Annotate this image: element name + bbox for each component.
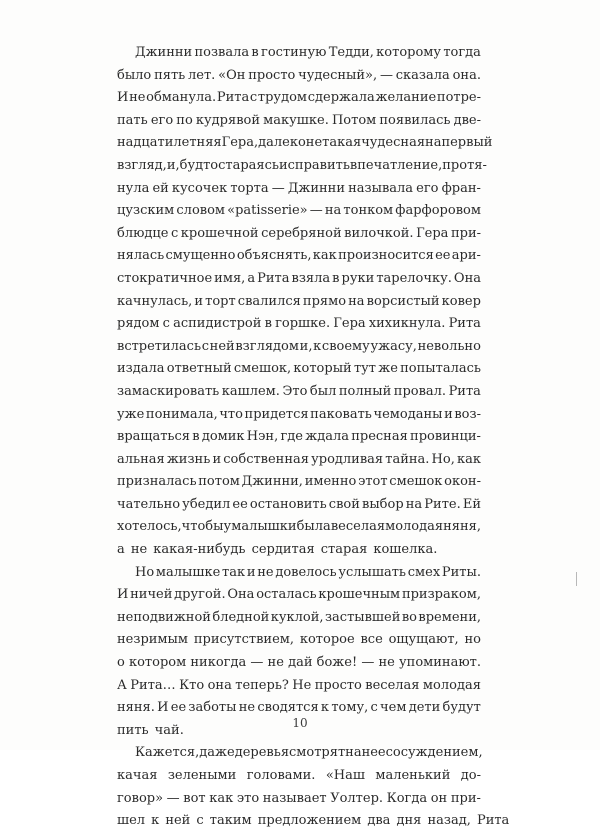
body-text: [117, 42, 510, 833]
text-line: уже понимала, что придется паковать чемоданы и воз-: [117, 406, 481, 422]
text-line: говор» — вот как это называет Уолтер. Когда он при-: [117, 790, 481, 806]
text-line: Но малышке так и не довелось услышать смех Риты.: [135, 564, 481, 580]
text-line: шел к ней с таким предложением два дня назад, Рита: [117, 813, 510, 829]
text-line: альная жизнь и собственная уродливая тайна. Но, как: [117, 451, 481, 467]
text-line: взгляд, и, будто стараясь исправить впечатление, протя-: [117, 157, 487, 173]
text-line: надцатилетняя Гера, далеко не такая чудесная на первый: [117, 135, 493, 151]
text-line: И ничей другой. Она осталась крошечным призраком,: [117, 587, 481, 603]
text-line: цузским словом «patisserie» — на тонком фарфоровом: [117, 203, 481, 219]
text-line: призналась потом Джинни, именно этот смешок окон-: [117, 474, 481, 490]
text-line: нялась смущенно объяснять, как произносится ее ари-: [117, 248, 481, 264]
text-line: чательно убедил ее остановить свой выбор на Рите. Ей: [117, 496, 481, 512]
text-line: нула ей кусочек торта — Джинни называла его фран-: [117, 180, 481, 196]
page-number: 10: [292, 716, 308, 730]
text-line: хотелось, чтобы у малышки была веселая молодая няня,: [117, 519, 481, 535]
text-line: встретилась с ней взглядом и, к своему ужасу, невольно: [117, 338, 481, 354]
text-line: няня. И ее заботы не сводятся к тому, с чем дети будут: [117, 700, 481, 716]
text-line: качая зелеными головами. «Наш маленький до-: [117, 768, 481, 783]
text-line: а не какая-нибудь сердитая старая кошелка.: [117, 542, 438, 558]
text-line: качнулась, и торт свалился прямо на ворсистый ковер: [117, 293, 481, 309]
text-line: незримым присутствием, которое все ощущают, но: [117, 632, 481, 648]
text-line: А Рита… Кто она теперь? Не просто веселая молодая: [117, 677, 481, 693]
text-line: пать его по кудрявой макушке. Потом появилась две-: [117, 112, 481, 128]
text-line: о котором никогда — не дай боже! — не упоминают.: [117, 655, 481, 671]
text-line: было пять лет. «Он просто чудесный», — сказала она.: [117, 67, 481, 83]
text-line: Кажется, даже деревья смотрят на нее с осуждением,: [135, 745, 483, 761]
text-line: пить чай.: [117, 722, 184, 738]
text-line: замаскировать кашлем. Это был полный провал. Рита: [117, 383, 481, 399]
text-line: издала ответный смешок, который тут же попыталась: [117, 361, 481, 377]
text-line: вращаться в домик Нэн, где ждала пресная провинци-: [117, 429, 481, 445]
text-line: стократичное имя, а Рита взяла в руки тарелочку. Она: [117, 270, 481, 286]
scan-artifact-mark: [576, 572, 577, 586]
text-line: И не обманула. Рита с трудом сдержала желание потре-: [117, 90, 481, 106]
text-line: блюдце с крошечной серебряной вилочкой. Гера при-: [117, 225, 481, 241]
text-line: рядом с аспидистрой в горшке. Гера хихикнула. Рита: [117, 316, 481, 332]
text-line: Джинни позвала в гостиную Тедди, которому тогда: [135, 45, 481, 60]
text-line: неподвижной бледной куклой, застывшей во времени,: [117, 609, 481, 625]
